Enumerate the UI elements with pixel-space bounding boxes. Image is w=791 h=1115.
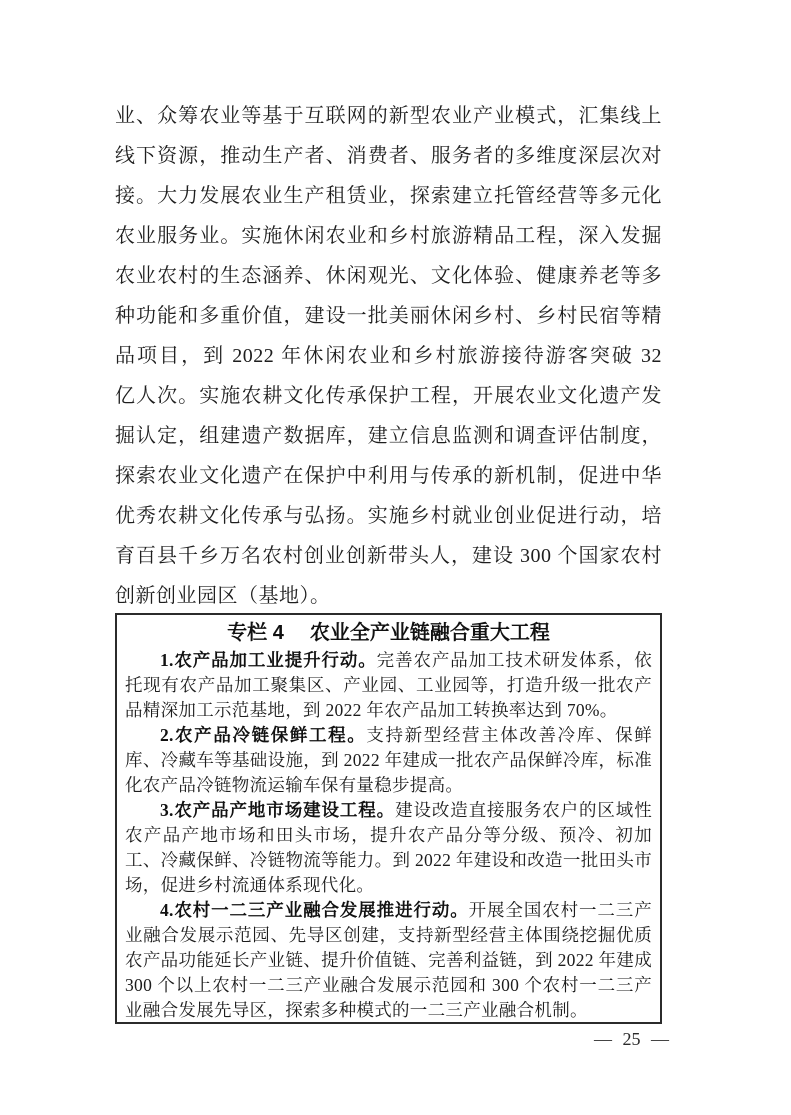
body-line: 农业农村的生态涵养、休闲观光、文化体验、健康养老等多 — [115, 265, 662, 287]
panel-item-lead: 4.农村一二三产业融合发展推进行动。 — [160, 900, 469, 920]
panel-item-text: 建设改造直接服务农户的区域性农产品产地市场和田头市场，提升农产品分等分级、预冷、初加工、冷藏保鲜、冷链物流等能力。到 2022 年建设和改造一批田头市场，促进乡村流通体系现代化。 — [125, 800, 652, 895]
body-line: 创新创业园区（基地）。 — [115, 585, 331, 607]
panel-title — [125, 618, 652, 648]
body-line: 农业服务业。实施休闲农业和乡村旅游精品工程，深入发掘 — [115, 225, 662, 247]
body-line: 优秀农耕文化传承与弘扬。实施乡村就业创业促进行动，培 — [115, 505, 662, 527]
body-line: 探索农业文化遗产在保护中利用与传承的新机制，促进中华 — [115, 465, 662, 487]
body-line: 亿人次。实施农耕文化传承保护工程，开展农业文化遗产发 — [115, 385, 662, 407]
panel-item — [125, 648, 652, 723]
panel-item-text: 开展全国农村一二三产业融合发展示范园、先导区创建，支持新型经营主体围绕挖掘优质农产品功能延长产业链、提升价值链、完善利益链，到 2022 年建成 300 个以上农村一二三产业融合发展示范园和 300 个农村一二三产业融合发展先导区，探索多种模式的一二三产业融合机制。 — [125, 900, 652, 1020]
panel-item-lead: 3.农产品产地市场建设工程。 — [160, 800, 396, 820]
body-line: 掘认定，组建遗产数据库，建立信息监测和调查评估制度， — [115, 425, 662, 447]
page-number: — 25 — — [594, 1029, 669, 1049]
body-line: 线下资源，推动生产者、消费者、服务者的多维度深层次对 — [115, 145, 662, 167]
panel-item-text: 完善农产品加工技术研发体系，依托现有农产品加工聚集区、产业园、工业园等，打造升级一批农产品精深加工示范基地，到 2022 年农产品加工转换率达到 70%。 — [125, 650, 652, 720]
body-line: 业、众筹农业等基于互联网的新型农业产业模式，汇集线上 — [115, 105, 662, 127]
panel-item-lead: 1.农产品加工业提升行动。 — [160, 650, 377, 670]
panel-item — [125, 798, 652, 898]
body-paragraph — [115, 96, 662, 616]
body-line: 品项目，到 2022 年休闲农业和乡村旅游接待游客突破 32 — [115, 345, 662, 367]
panel-item-text: 支持新型经营主体改善冷库、保鲜库、冷藏车等基础设施，到 2022 年建成一批农产品保鲜冷库，标准化农产品冷链物流运输车保有量稳步提高。 — [125, 725, 653, 795]
panel-item — [125, 723, 652, 798]
panel-title-text: 农业全产业链融合重大工程 — [309, 622, 550, 644]
panel-title-label: 专栏 4 — [227, 622, 284, 644]
panel-item — [125, 898, 652, 1023]
panel-item-lead: 2.农产品冷链保鲜工程。 — [160, 725, 367, 745]
body-line: 种功能和多重价值，建设一批美丽休闲乡村、乡村民宿等精 — [115, 305, 662, 327]
body-line: 接。大力发展农业生产租赁业，探索建立托管经营等多元化 — [115, 185, 662, 207]
body-line: 育百县千乡万名农村创业创新带头人，建设 300 个国家农村 — [115, 545, 662, 567]
feature-panel — [115, 613, 662, 1024]
